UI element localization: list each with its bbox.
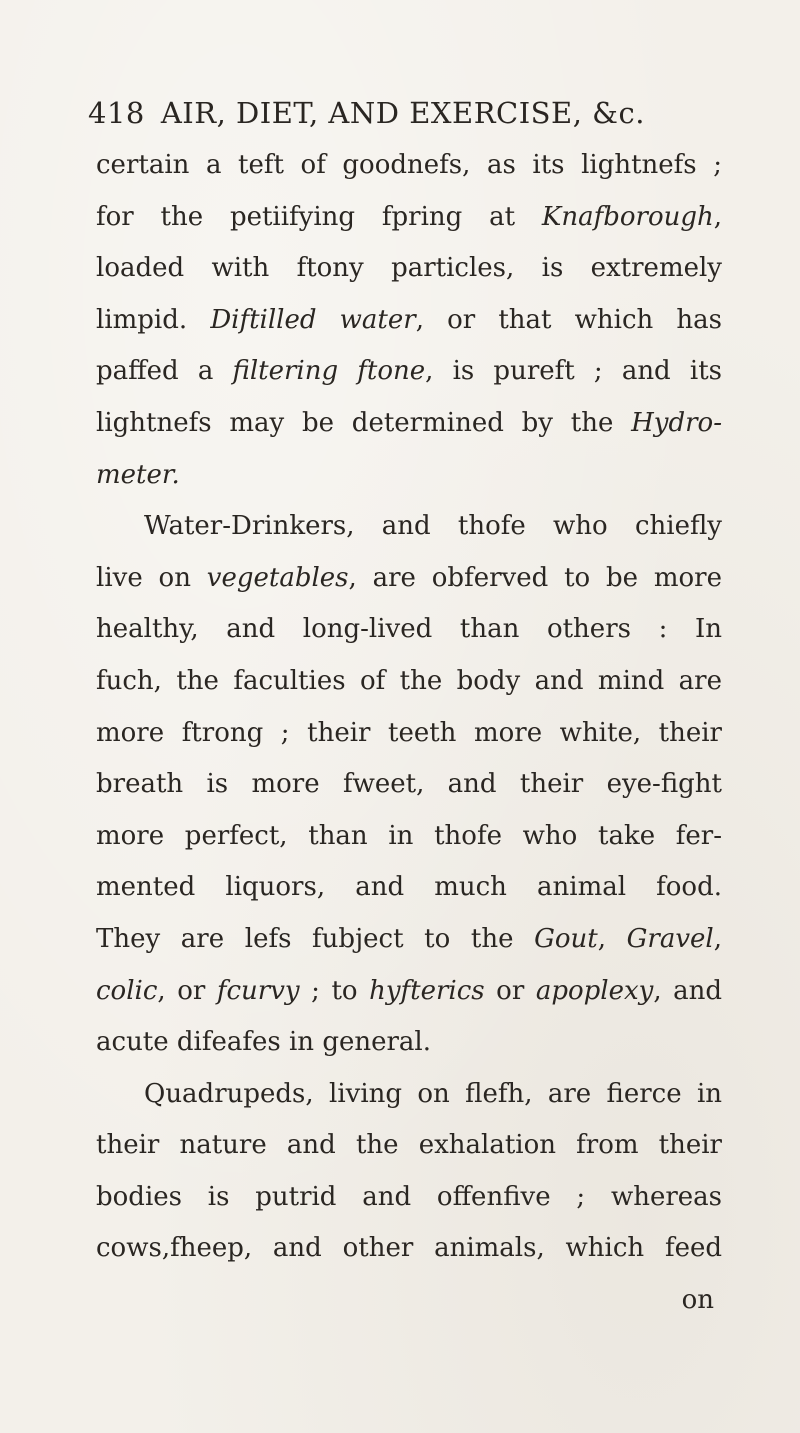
running-header: [88, 96, 718, 136]
roman-text: ,: [597, 923, 627, 954]
roman-text: ; to: [299, 975, 370, 1006]
italic-text: vegetables: [206, 562, 349, 593]
text-line: [96, 1069, 722, 1121]
roman-text: ,: [713, 923, 722, 954]
roman-text: , is pureft ; and its: [425, 356, 722, 387]
roman-text: Quadrupeds, living on flefh, are fierce in: [144, 1078, 722, 1109]
italic-text: Gravel: [626, 923, 714, 954]
text-line: [96, 243, 722, 295]
italic-text: Hydro-: [631, 407, 722, 438]
roman-text: more perfect, than in thofe who take fer-: [96, 820, 722, 851]
text-line: [96, 759, 722, 811]
roman-text: bodies is putrid and offenfive ; whereas: [96, 1181, 722, 1212]
roman-text: or: [484, 975, 536, 1006]
running-title: AIR, DIET, AND EXERCISE, &c.: [160, 96, 645, 130]
italic-text: Diftilled water: [210, 304, 416, 335]
text-line: [96, 398, 722, 450]
catchword: on: [681, 1285, 714, 1316]
roman-text: limpid.: [96, 304, 211, 335]
roman-text: , or that which has: [415, 304, 723, 335]
text-line: [96, 346, 722, 398]
italic-text: fcurvy: [216, 975, 300, 1006]
body-text: [96, 140, 722, 1327]
italic-text: apoplexy: [535, 975, 654, 1006]
page-number: 418: [88, 96, 145, 130]
text-line: [96, 1017, 722, 1069]
roman-text: lightnefs may be determined by the: [96, 407, 632, 438]
italic-text: meter.: [96, 459, 180, 490]
roman-text: more ftrong ; their teeth more white, their: [96, 717, 722, 748]
roman-text: healthy, and long-lived than others : In: [96, 614, 722, 645]
roman-text: loaded with ftony particles, is extremely: [96, 253, 722, 284]
text-line: [96, 656, 722, 708]
italic-text: Knafborough: [541, 201, 714, 232]
text-line: [96, 1172, 722, 1224]
text-line: [96, 914, 722, 966]
text-line: [96, 604, 722, 656]
roman-text: their nature and the exhalation from their: [96, 1130, 722, 1161]
text-line: [96, 553, 722, 605]
text-line: [96, 501, 722, 553]
roman-text: mented liquors, and much animal food.: [96, 872, 722, 903]
roman-text: for the petiifying fpring at: [96, 201, 542, 232]
text-line: [96, 192, 722, 244]
roman-text: live on: [96, 562, 207, 593]
text-line: [96, 295, 722, 347]
text-line: [96, 862, 722, 914]
roman-text: paffed a: [96, 356, 233, 387]
text-line: [96, 1223, 722, 1275]
roman-text: cows,fheep, and other animals, which feed: [96, 1233, 722, 1264]
italic-text: filtering ftone: [232, 356, 426, 387]
roman-text: Water-Drinkers, and thofe who chiefly: [144, 511, 722, 542]
italic-text: hyfterics: [369, 975, 485, 1006]
roman-text: , and: [653, 975, 723, 1006]
text-line: [96, 966, 722, 1018]
text-line: [96, 1120, 722, 1172]
roman-text: , or: [157, 975, 217, 1006]
italic-text: Gout: [534, 923, 598, 954]
roman-text: acute difeafes in general.: [96, 1027, 431, 1058]
roman-text: ,: [713, 201, 722, 232]
italic-text: colic: [96, 975, 158, 1006]
roman-text: They are lefs fubject to the: [96, 923, 535, 954]
roman-text: certain a teft of goodnefs, as its lightnefs ;: [96, 150, 722, 180]
text-line: [96, 450, 722, 502]
roman-text: fuch, the faculties of the body and mind are: [96, 665, 722, 696]
roman-text: breath is more fweet, and their eye-fight: [96, 769, 722, 800]
roman-text: , are obferved to be more: [348, 562, 722, 593]
text-line: [96, 708, 722, 760]
text-line: [96, 811, 722, 863]
text-line: [96, 140, 722, 192]
